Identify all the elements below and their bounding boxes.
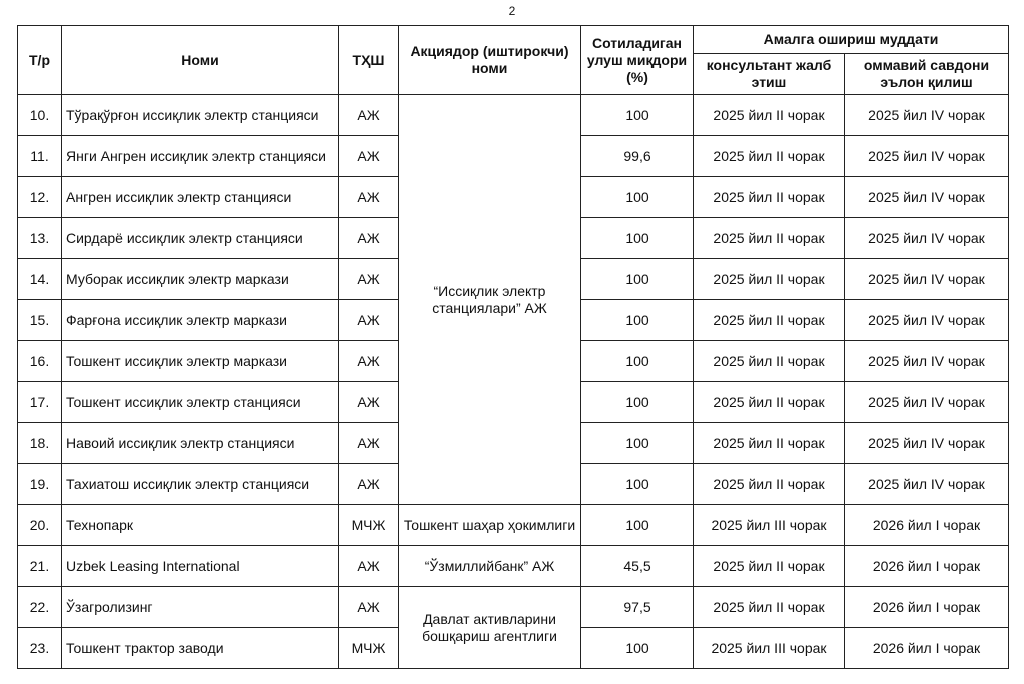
row-name: Тошкент иссиқлик электр станцияси xyxy=(62,382,339,423)
row-type: АЖ xyxy=(339,177,399,218)
row-consultant: 2025 йил II чорак xyxy=(694,300,845,341)
row-name: Тўрақўрғон иссиқлик электр станцияси xyxy=(62,95,339,136)
row-auction: 2025 йил IV чорак xyxy=(845,423,1009,464)
row-auction: 2026 йил I чорак xyxy=(845,628,1009,669)
row-share: 99,6 xyxy=(581,136,694,177)
row-type: АЖ xyxy=(339,546,399,587)
row-type: МЧЖ xyxy=(339,505,399,546)
row-auction: 2025 йил IV чорак xyxy=(845,218,1009,259)
row-share: 100 xyxy=(581,423,694,464)
row-share: 100 xyxy=(581,382,694,423)
row-type: АЖ xyxy=(339,218,399,259)
row-type: АЖ xyxy=(339,95,399,136)
row-auction: 2025 йил IV чорак xyxy=(845,382,1009,423)
row-auction: 2025 йил IV чорак xyxy=(845,177,1009,218)
row-name: Технопарк xyxy=(62,505,339,546)
privatization-table xyxy=(17,25,1009,669)
row-consultant: 2025 йил II чорак xyxy=(694,587,845,628)
row-share: 100 xyxy=(581,95,694,136)
header-shareholder: Акциядор (иштирокчи) номи xyxy=(399,26,581,95)
row-auction: 2025 йил IV чорак xyxy=(845,341,1009,382)
row-share: 100 xyxy=(581,628,694,669)
row-type: АЖ xyxy=(339,587,399,628)
row-auction: 2025 йил IV чорак xyxy=(845,259,1009,300)
row-name: Тошкент трактор заводи xyxy=(62,628,339,669)
header-consultant: консультант жалб этиш xyxy=(694,54,845,95)
header-num: Т/р xyxy=(18,26,62,95)
row-auction: 2025 йил IV чорак xyxy=(845,464,1009,505)
row-shareholder: Тошкент шаҳар ҳокимлиги xyxy=(399,505,581,546)
row-type: МЧЖ xyxy=(339,628,399,669)
row-num: 10. xyxy=(18,95,62,136)
row-type: АЖ xyxy=(339,259,399,300)
row-auction: 2026 йил I чорак xyxy=(845,505,1009,546)
row-shareholder: “Ўзмиллийбанк” АЖ xyxy=(399,546,581,587)
row-num: 14. xyxy=(18,259,62,300)
row-consultant: 2025 йил II чорак xyxy=(694,423,845,464)
row-consultant: 2025 йил II чорак xyxy=(694,136,845,177)
row-share: 45,5 xyxy=(581,546,694,587)
row-consultant: 2025 йил II чорак xyxy=(694,382,845,423)
row-num: 23. xyxy=(18,628,62,669)
row-type: АЖ xyxy=(339,136,399,177)
row-share: 100 xyxy=(581,259,694,300)
row-share: 100 xyxy=(581,505,694,546)
row-name: Фарғона иссиқлик электр маркази xyxy=(62,300,339,341)
row-consultant: 2025 йил II чорак xyxy=(694,218,845,259)
row-share: 100 xyxy=(581,218,694,259)
row-consultant: 2025 йил II чорак xyxy=(694,95,845,136)
row-consultant: 2025 йил II чорак xyxy=(694,546,845,587)
row-num: 17. xyxy=(18,382,62,423)
row-auction: 2025 йил IV чорак xyxy=(845,136,1009,177)
row-name: Сирдарё иссиқлик электр станцияси xyxy=(62,218,339,259)
row-consultant: 2025 йил III чорак xyxy=(694,628,845,669)
row-auction: 2025 йил IV чорак xyxy=(845,300,1009,341)
row-name: Янги Ангрен иссиқлик электр станцияси xyxy=(62,136,339,177)
row-num: 11. xyxy=(18,136,62,177)
row-type: АЖ xyxy=(339,341,399,382)
row-consultant: 2025 йил II чорак xyxy=(694,341,845,382)
row-type: АЖ xyxy=(339,464,399,505)
table-row xyxy=(18,587,1009,628)
header-name: Номи xyxy=(62,26,339,95)
row-auction: 2026 йил I чорак xyxy=(845,546,1009,587)
row-name: Uzbek Leasing International xyxy=(62,546,339,587)
row-share: 100 xyxy=(581,300,694,341)
row-num: 18. xyxy=(18,423,62,464)
row-name: Тошкент иссиқлик электр маркази xyxy=(62,341,339,382)
row-num: 12. xyxy=(18,177,62,218)
header-share: Сотиладиган улуш миқдори (%) xyxy=(581,26,694,95)
row-num: 22. xyxy=(18,587,62,628)
row-name: Ангрен иссиқлик электр станцияси xyxy=(62,177,339,218)
row-auction: 2025 йил IV чорак xyxy=(845,95,1009,136)
row-share: 97,5 xyxy=(581,587,694,628)
row-num: 16. xyxy=(18,341,62,382)
row-share: 100 xyxy=(581,464,694,505)
row-name: Навоий иссиқлик электр станцияси xyxy=(62,423,339,464)
row-consultant: 2025 йил II чорак xyxy=(694,177,845,218)
header-type: ТҲШ xyxy=(339,26,399,95)
table-row xyxy=(18,505,1009,546)
row-name: Тахиатош иссиқлик электр станцияси xyxy=(62,464,339,505)
row-consultant: 2025 йил II чорак xyxy=(694,464,845,505)
row-consultant: 2025 йил III чорак xyxy=(694,505,845,546)
table-row xyxy=(18,95,1009,136)
row-share: 100 xyxy=(581,341,694,382)
page-number: 2 xyxy=(508,4,516,18)
row-type: АЖ xyxy=(339,300,399,341)
row-num: 20. xyxy=(18,505,62,546)
row-share: 100 xyxy=(581,177,694,218)
row-auction: 2026 йил I чорак xyxy=(845,587,1009,628)
row-type: АЖ xyxy=(339,423,399,464)
header-auction: оммавий савдони эълон қилиш xyxy=(845,54,1009,95)
row-num: 21. xyxy=(18,546,62,587)
row-num: 19. xyxy=(18,464,62,505)
row-num: 15. xyxy=(18,300,62,341)
row-shareholder: “Иссиқлик электр станциялари” АЖ xyxy=(399,95,581,505)
table-row xyxy=(18,546,1009,587)
row-shareholder: Давлат активларини бошқариш агентлиги xyxy=(399,587,581,669)
row-consultant: 2025 йил II чорак xyxy=(694,259,845,300)
row-name: Муборак иссиқлик электр маркази xyxy=(62,259,339,300)
row-type: АЖ xyxy=(339,382,399,423)
header-deadline: Амалга ошириш муддати xyxy=(694,26,1009,54)
row-name: Ўзагролизинг xyxy=(62,587,339,628)
row-num: 13. xyxy=(18,218,62,259)
